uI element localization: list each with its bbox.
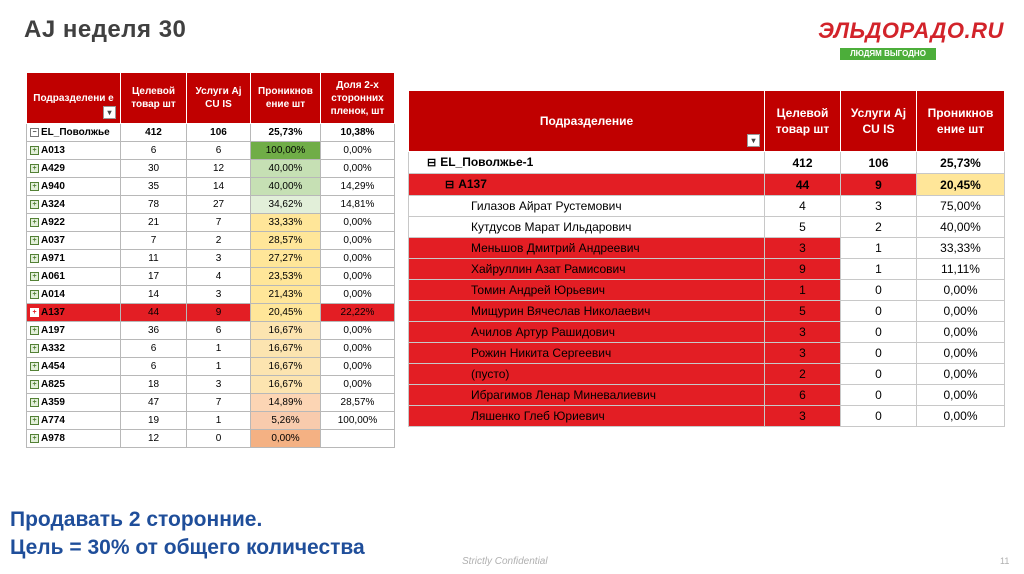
expand-icon[interactable]: + xyxy=(30,344,39,353)
penetration-cell: 21,43% xyxy=(251,286,321,304)
penetration-cell: 0,00% xyxy=(917,385,1005,406)
table-row[interactable] xyxy=(27,232,395,250)
table-row[interactable] xyxy=(27,160,395,178)
penetration-cell: 0,00% xyxy=(917,364,1005,385)
row-name: A978 xyxy=(41,433,65,444)
services-cell: 9 xyxy=(187,304,251,322)
goal-line-2: Цель = 30% от общего количества xyxy=(10,536,365,559)
right-header-cell: Услуги Aj CU IS xyxy=(841,91,917,152)
services-cell: 9 xyxy=(841,174,917,196)
table-row[interactable] xyxy=(27,214,395,232)
row-name-cell xyxy=(27,196,121,214)
left-header-label: Подразделени е xyxy=(33,92,114,104)
row-name: A037 xyxy=(41,235,65,246)
target-cell: 21 xyxy=(121,214,187,232)
target-cell: 412 xyxy=(121,124,187,142)
table-row[interactable] xyxy=(27,358,395,376)
row-name-cell xyxy=(409,322,765,343)
services-cell: 0 xyxy=(841,343,917,364)
row-name: A137 xyxy=(41,307,65,318)
penetration-cell: 0,00% xyxy=(917,280,1005,301)
left-header-cell[interactable] xyxy=(27,73,121,124)
expand-icon[interactable]: + xyxy=(30,218,39,227)
row-name: A429 xyxy=(41,163,65,174)
expand-icon[interactable]: + xyxy=(30,254,39,263)
row-name: Кутдусов Марат Ильдарович xyxy=(471,220,632,234)
target-cell: 7 xyxy=(121,232,187,250)
services-cell: 1 xyxy=(187,358,251,376)
services-cell: 3 xyxy=(187,376,251,394)
goal-text xyxy=(10,506,365,562)
services-cell: 0 xyxy=(841,322,917,343)
target-cell: 3 xyxy=(765,406,841,427)
share-cell: 0,00% xyxy=(321,268,395,286)
penetration-cell: 25,73% xyxy=(251,124,321,142)
expand-icon[interactable]: + xyxy=(30,416,39,425)
right-table-header-row xyxy=(409,91,1005,152)
table-row[interactable] xyxy=(27,268,395,286)
penetration-cell: 33,33% xyxy=(251,214,321,232)
share-cell: 0,00% xyxy=(321,142,395,160)
expand-icon[interactable]: + xyxy=(30,308,39,317)
table-row[interactable] xyxy=(27,250,395,268)
target-cell: 4 xyxy=(765,196,841,217)
services-cell: 6 xyxy=(187,142,251,160)
share-cell: 0,00% xyxy=(321,376,395,394)
right-pivot-table xyxy=(408,90,1005,427)
table-row[interactable] xyxy=(409,406,1005,427)
share-cell: 14,81% xyxy=(321,196,395,214)
penetration-cell: 11,11% xyxy=(917,259,1005,280)
share-cell: 0,00% xyxy=(321,214,395,232)
share-cell: 100,00% xyxy=(321,412,395,430)
table-row[interactable] xyxy=(27,322,395,340)
row-name-cell xyxy=(27,250,121,268)
row-name-cell xyxy=(27,430,121,448)
table-row[interactable] xyxy=(27,124,395,142)
table-row[interactable] xyxy=(27,340,395,358)
services-cell: 0 xyxy=(841,301,917,322)
table-row[interactable] xyxy=(27,142,395,160)
row-name: A332 xyxy=(41,343,65,354)
services-cell: 27 xyxy=(187,196,251,214)
row-name: EL_Поволжье-1 xyxy=(440,155,534,169)
penetration-cell: 20,45% xyxy=(251,304,321,322)
table-row[interactable] xyxy=(27,430,395,448)
left-pivot-table xyxy=(26,72,395,448)
target-cell: 5 xyxy=(765,217,841,238)
row-name-cell xyxy=(27,142,121,160)
table-row[interactable] xyxy=(409,385,1005,406)
row-name-cell xyxy=(27,340,121,358)
penetration-cell: 28,57% xyxy=(251,232,321,250)
services-cell: 14 xyxy=(187,178,251,196)
target-cell: 5 xyxy=(765,301,841,322)
services-cell: 6 xyxy=(187,322,251,340)
row-name: Рожин Никита Сергеевич xyxy=(471,346,612,360)
penetration-cell: 40,00% xyxy=(917,217,1005,238)
services-cell: 0 xyxy=(841,280,917,301)
logo-text: ЭЛЬДОРАДО.RU xyxy=(818,18,1004,43)
penetration-cell: 0,00% xyxy=(251,430,321,448)
penetration-cell: 0,00% xyxy=(917,406,1005,427)
share-cell: 0,00% xyxy=(321,286,395,304)
table-row[interactable] xyxy=(27,394,395,412)
share-cell: 0,00% xyxy=(321,322,395,340)
collapse-icon[interactable]: − xyxy=(30,128,39,137)
penetration-cell: 16,67% xyxy=(251,358,321,376)
target-cell: 17 xyxy=(121,268,187,286)
table-row[interactable] xyxy=(409,301,1005,322)
row-name-cell xyxy=(27,412,121,430)
target-cell: 35 xyxy=(121,178,187,196)
target-cell: 1 xyxy=(765,280,841,301)
target-cell: 6 xyxy=(765,385,841,406)
table-row[interactable] xyxy=(409,259,1005,280)
penetration-cell: 16,67% xyxy=(251,376,321,394)
table-row[interactable] xyxy=(409,364,1005,385)
share-cell: 0,00% xyxy=(321,340,395,358)
left-header-cell: Услуги Aj CU IS xyxy=(187,73,251,124)
share-cell: 14,29% xyxy=(321,178,395,196)
left-header-cell: Проникнов ение шт xyxy=(251,73,321,124)
row-name: Мищурин Вячеслав Николаевич xyxy=(471,304,651,318)
row-name: EL_Поволжье xyxy=(41,127,110,138)
row-name-cell xyxy=(27,214,121,232)
row-name: A825 xyxy=(41,379,65,390)
row-name: Меньшов Дмитрий Андреевич xyxy=(471,241,640,255)
services-cell: 3 xyxy=(187,250,251,268)
target-cell: 19 xyxy=(121,412,187,430)
row-name: A971 xyxy=(41,253,65,264)
row-name: A137 xyxy=(458,177,487,191)
row-name-cell xyxy=(27,376,121,394)
penetration-cell: 0,00% xyxy=(917,322,1005,343)
row-name: Ачилов Артур Рашидович xyxy=(471,325,616,339)
services-cell: 3 xyxy=(187,286,251,304)
goal-line-1: Продавать 2 сторонние. xyxy=(10,508,263,531)
page-number: 11 xyxy=(1000,556,1010,566)
row-name-cell xyxy=(27,232,121,250)
collapse-icon[interactable]: ⊟ xyxy=(445,179,455,191)
row-name: A061 xyxy=(41,271,65,282)
penetration-cell: 14,89% xyxy=(251,394,321,412)
table-row[interactable] xyxy=(409,196,1005,217)
right-header-label: Подразделение xyxy=(539,114,634,128)
row-name-cell xyxy=(27,304,121,322)
row-name: A774 xyxy=(41,415,65,426)
row-name: Ибрагимов Ленар Миневалиевич xyxy=(471,388,657,402)
row-name: A922 xyxy=(41,217,65,228)
row-name: A454 xyxy=(41,361,65,372)
row-name-cell xyxy=(409,217,765,238)
row-name-cell xyxy=(409,238,765,259)
services-cell: 2 xyxy=(187,232,251,250)
target-cell: 47 xyxy=(121,394,187,412)
target-cell: 36 xyxy=(121,322,187,340)
target-cell: 6 xyxy=(121,142,187,160)
table-row[interactable] xyxy=(27,196,395,214)
table-row[interactable] xyxy=(27,376,395,394)
row-name: A013 xyxy=(41,145,65,156)
row-name-cell xyxy=(27,358,121,376)
services-cell: 7 xyxy=(187,214,251,232)
penetration-cell: 100,00% xyxy=(251,142,321,160)
target-cell: 14 xyxy=(121,286,187,304)
row-name: A940 xyxy=(41,181,65,192)
row-name-cell xyxy=(27,286,121,304)
row-name: (пусто) xyxy=(471,367,510,381)
row-name-cell xyxy=(27,394,121,412)
services-cell: 0 xyxy=(841,385,917,406)
penetration-cell: 5,26% xyxy=(251,412,321,430)
table-row[interactable] xyxy=(409,343,1005,364)
right-header-cell[interactable] xyxy=(409,91,765,152)
penetration-cell: 27,27% xyxy=(251,250,321,268)
row-name-cell xyxy=(27,322,121,340)
expand-icon[interactable]: + xyxy=(30,164,39,173)
expand-icon[interactable]: + xyxy=(30,272,39,281)
services-cell: 4 xyxy=(187,268,251,286)
penetration-cell: 40,00% xyxy=(251,178,321,196)
services-cell: 0 xyxy=(187,430,251,448)
penetration-cell: 40,00% xyxy=(251,160,321,178)
services-cell: 0 xyxy=(841,406,917,427)
target-cell: 30 xyxy=(121,160,187,178)
penetration-cell: 33,33% xyxy=(917,238,1005,259)
penetration-cell: 75,00% xyxy=(917,196,1005,217)
row-name: A324 xyxy=(41,199,65,210)
target-cell: 44 xyxy=(121,304,187,322)
target-cell: 18 xyxy=(121,376,187,394)
row-name-cell xyxy=(409,301,765,322)
table-row[interactable] xyxy=(409,152,1005,174)
table-row[interactable] xyxy=(27,286,395,304)
row-name: Гилазов Айрат Рустемович xyxy=(471,199,622,213)
target-cell: 78 xyxy=(121,196,187,214)
share-cell: 0,00% xyxy=(321,358,395,376)
services-cell: 106 xyxy=(187,124,251,142)
target-cell: 412 xyxy=(765,152,841,174)
row-name-cell xyxy=(409,364,765,385)
share-cell: 22,22% xyxy=(321,304,395,322)
penetration-cell: 23,53% xyxy=(251,268,321,286)
expand-icon[interactable]: + xyxy=(30,380,39,389)
penetration-cell: 25,73% xyxy=(917,152,1005,174)
expand-icon[interactable]: + xyxy=(30,146,39,155)
row-name-cell xyxy=(409,280,765,301)
row-name: Томин Андрей Юрьевич xyxy=(471,283,606,297)
services-cell: 106 xyxy=(841,152,917,174)
target-cell: 2 xyxy=(765,364,841,385)
services-cell: 12 xyxy=(187,160,251,178)
target-cell: 6 xyxy=(121,358,187,376)
target-cell: 3 xyxy=(765,238,841,259)
row-name-cell xyxy=(409,343,765,364)
row-name: A197 xyxy=(41,325,65,336)
penetration-cell: 34,62% xyxy=(251,196,321,214)
services-cell: 2 xyxy=(841,217,917,238)
penetration-cell: 16,67% xyxy=(251,340,321,358)
penetration-cell: 20,45% xyxy=(917,174,1005,196)
row-name-cell xyxy=(27,160,121,178)
right-header-cell: Проникнов ение шт xyxy=(917,91,1005,152)
target-cell: 3 xyxy=(765,343,841,364)
expand-icon[interactable]: + xyxy=(30,182,39,191)
row-name-cell xyxy=(409,385,765,406)
row-name-cell xyxy=(27,124,121,142)
expand-icon[interactable]: + xyxy=(30,290,39,299)
services-cell: 0 xyxy=(841,364,917,385)
row-name-cell xyxy=(27,178,121,196)
expand-icon[interactable]: + xyxy=(30,326,39,335)
row-name: Ляшенко Глеб Юриевич xyxy=(471,409,605,423)
logo-slogan: ЛЮДЯМ ВЫГОДНО xyxy=(840,48,936,60)
table-row[interactable] xyxy=(27,304,395,322)
expand-icon[interactable]: + xyxy=(30,236,39,245)
penetration-cell: 0,00% xyxy=(917,301,1005,322)
share-cell: 0,00% xyxy=(321,160,395,178)
share-cell xyxy=(321,430,395,448)
expand-icon[interactable]: + xyxy=(30,200,39,209)
row-name-cell xyxy=(409,259,765,280)
services-cell: 1 xyxy=(187,340,251,358)
target-cell: 44 xyxy=(765,174,841,196)
table-row[interactable] xyxy=(409,322,1005,343)
left-header-cell: Целевой товар шт xyxy=(121,73,187,124)
table-row[interactable] xyxy=(409,174,1005,196)
table-row[interactable] xyxy=(409,217,1005,238)
table-row[interactable] xyxy=(409,238,1005,259)
confidential-label: Strictly Confidential xyxy=(462,556,548,567)
services-cell: 3 xyxy=(841,196,917,217)
services-cell: 1 xyxy=(841,238,917,259)
slide-title: AJ неделя 30 xyxy=(24,16,187,43)
share-cell: 0,00% xyxy=(321,250,395,268)
penetration-cell: 16,67% xyxy=(251,322,321,340)
expand-icon[interactable]: + xyxy=(30,362,39,371)
table-row[interactable] xyxy=(27,412,395,430)
table-row[interactable] xyxy=(409,280,1005,301)
target-cell: 11 xyxy=(121,250,187,268)
row-name-cell xyxy=(409,196,765,217)
target-cell: 12 xyxy=(121,430,187,448)
row-name-cell xyxy=(409,174,765,196)
table-row[interactable] xyxy=(27,178,395,196)
row-name: A014 xyxy=(41,289,65,300)
services-cell: 1 xyxy=(841,259,917,280)
row-name-cell xyxy=(409,406,765,427)
row-name: Хайруллин Азат Рамисович xyxy=(471,262,626,276)
right-header-cell: Целевой товар шт xyxy=(765,91,841,152)
collapse-icon[interactable]: ⊟ xyxy=(427,157,437,169)
filter-dropdown-icon[interactable]: ▾ xyxy=(103,106,116,119)
target-cell: 3 xyxy=(765,322,841,343)
eldorado-logo xyxy=(818,18,1004,66)
row-name: A359 xyxy=(41,397,65,408)
expand-icon[interactable]: + xyxy=(30,434,39,443)
left-table-header-row xyxy=(27,73,395,124)
share-cell: 28,57% xyxy=(321,394,395,412)
services-cell: 1 xyxy=(187,412,251,430)
share-cell: 0,00% xyxy=(321,232,395,250)
row-name-cell xyxy=(409,152,765,174)
row-name-cell xyxy=(27,268,121,286)
expand-icon[interactable]: + xyxy=(30,398,39,407)
target-cell: 6 xyxy=(121,340,187,358)
target-cell: 9 xyxy=(765,259,841,280)
filter-dropdown-icon[interactable]: ▾ xyxy=(747,134,760,147)
services-cell: 7 xyxy=(187,394,251,412)
left-header-cell: Доля 2-х сторонних пленок, шт xyxy=(321,73,395,124)
share-cell: 10,38% xyxy=(321,124,395,142)
penetration-cell: 0,00% xyxy=(917,343,1005,364)
